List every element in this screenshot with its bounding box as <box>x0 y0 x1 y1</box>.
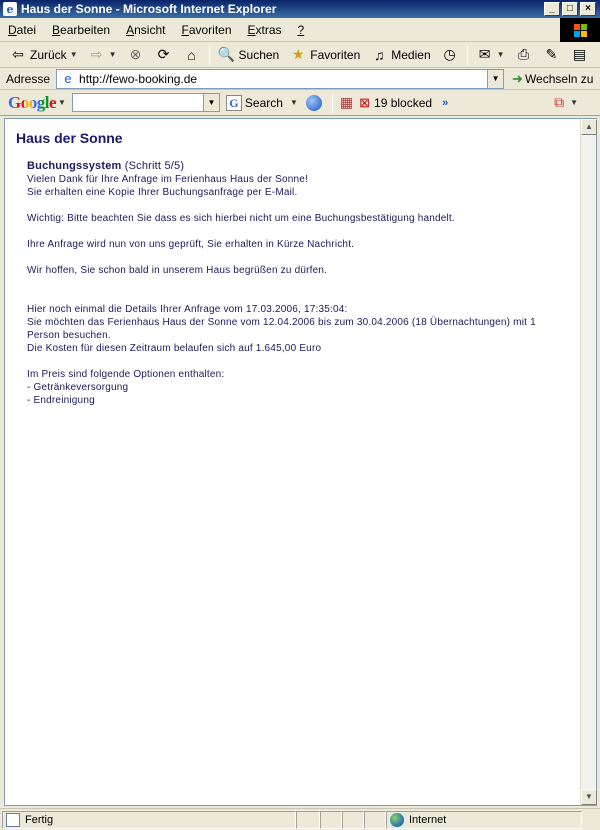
thanks-line: Vielen Dank für Ihre Anfrage im Ferienhaus Haus der Sonne! <box>27 174 309 185</box>
mail-icon: ✉ <box>478 46 491 62</box>
address-dropdown-button[interactable]: ▼ <box>487 70 503 88</box>
favorites-icon: ★ <box>291 46 305 62</box>
menu-bearbeiten[interactable]: Bearbeiten <box>52 22 111 37</box>
print-button[interactable] <box>510 44 538 66</box>
mail-button[interactable] <box>471 44 510 66</box>
google-search-button[interactable]: G Search ▼ <box>226 95 298 111</box>
edit-button[interactable] <box>538 44 566 66</box>
option-item: - Getränkeversorgung <box>27 382 129 393</box>
toolbar-separator <box>332 93 333 113</box>
google-g-icon: G <box>226 95 242 111</box>
section-heading: Buchungssystem (Schritt 5/5) <box>27 160 185 172</box>
autofill-icon[interactable]: ▦ <box>339 94 354 110</box>
review-text: Ihre Anfrage wird nun von uns geprüft, Sie erhalten in Kürze Nachricht. <box>27 239 355 250</box>
popup-blocked-icon: ⊠ <box>359 94 371 110</box>
pagerank-icon[interactable] <box>306 95 322 111</box>
history-icon: ◷ <box>443 46 456 62</box>
home-button[interactable] <box>178 44 206 66</box>
chevron-down-icon[interactable]: ▼ <box>58 98 66 107</box>
page-title: Haus der Sonne <box>16 130 123 146</box>
edit-icon: ✎ <box>545 46 558 62</box>
address-input[interactable] <box>56 69 504 89</box>
details-visit: Sie möchten das Ferienhaus Haus der Sonne vom 12.04.2006 bis zum 30.04.2006 (18 Übernachtungen) mit 1 Person besuchen. <box>27 317 536 341</box>
menu-ansicht[interactable]: Ansicht <box>126 22 166 37</box>
scroll-up-button[interactable]: ▲ <box>581 119 597 135</box>
google-logo[interactable]: Google <box>8 92 56 112</box>
option-item: - Endreinigung <box>27 395 95 406</box>
refresh-button[interactable] <box>150 44 178 66</box>
status-pane-empty <box>320 811 342 829</box>
vertical-scrollbar[interactable] <box>580 119 596 805</box>
chevron-down-icon: ▼ <box>496 50 505 59</box>
refresh-icon: ⟳ <box>157 46 170 62</box>
toolbar-separator <box>209 45 210 65</box>
status-pane-empty <box>296 811 320 829</box>
minimize-button[interactable]: _ <box>544 2 560 16</box>
scroll-down-button[interactable]: ▼ <box>581 789 597 805</box>
status-text-pane: Fertig <box>2 811 296 829</box>
standard-toolbar <box>0 42 600 68</box>
status-bar <box>0 808 600 830</box>
document-icon: ▤ <box>572 46 587 62</box>
welcome-text: Wir hoffen, Sie schon bald in unserem Haus begrüßen zu dürfen. <box>27 265 328 276</box>
more-chevron-icon[interactable]: » <box>442 96 449 109</box>
address-label: Adresse <box>6 71 51 86</box>
favorites-button[interactable]: ★ Favoriten <box>284 44 365 66</box>
forward-arrow-icon: ⇨ <box>90 46 103 62</box>
menu-extras[interactable]: Extras <box>247 22 282 37</box>
window-title: Haus der Sonne - Microsoft Internet Explorer <box>21 2 277 16</box>
title-bar <box>0 0 600 18</box>
maximize-button[interactable]: □ <box>562 2 578 16</box>
translate-icon[interactable]: ⧉ <box>554 94 565 110</box>
go-arrow-icon: ➜ <box>512 70 523 86</box>
home-icon: ⌂ <box>187 46 196 63</box>
discuss-button[interactable] <box>566 44 594 66</box>
booking-confirmation <box>16 160 571 407</box>
stop-icon: ⊗ <box>129 46 142 62</box>
back-arrow-icon: ⇦ <box>12 46 24 62</box>
search-icon: 🔍 <box>217 46 236 62</box>
google-search-value[interactable] <box>73 94 203 111</box>
printer-icon: ⎙ <box>517 46 530 62</box>
address-url[interactable]: http://fewo-booking.de <box>79 71 198 86</box>
chevron-down-icon: ▼ <box>69 50 78 59</box>
status-pane-empty <box>342 811 364 829</box>
menu-help[interactable]: ? <box>297 22 305 37</box>
notice-text: Wichtig: Bitte beachten Sie dass es sich hierbei nicht um eine Buchungsbestätigung handelt. <box>27 213 455 224</box>
google-search-dropdown[interactable]: ▼ <box>203 94 219 111</box>
menu-bar <box>0 18 600 42</box>
copy-line: Sie erhalten eine Kopie Ihrer Buchungsanfrage per E-Mail. <box>27 187 298 198</box>
history-button[interactable] <box>436 44 464 66</box>
windows-logo-icon <box>560 18 600 42</box>
google-search-input[interactable] <box>72 93 220 112</box>
back-button[interactable]: ⇦ Zurück ▼ <box>4 44 83 66</box>
media-button[interactable]: ♫ Medien <box>365 44 435 66</box>
ie-icon: e <box>3 2 17 16</box>
search-button[interactable]: 🔍 Suchen <box>217 46 280 62</box>
popup-blocker-button[interactable]: ⊠ 19 blocked <box>359 94 433 110</box>
page-status-icon <box>6 813 20 827</box>
status-pane-empty <box>364 811 386 829</box>
google-toolbar <box>0 90 600 116</box>
media-icon: ♫ <box>374 46 385 63</box>
close-button[interactable]: × <box>580 2 596 16</box>
page-icon: e <box>64 70 72 86</box>
chevron-down-icon: ▼ <box>289 98 298 107</box>
page-content <box>5 119 582 805</box>
details-intro: Hier noch einmal die Details Ihrer Anfrage vom 17.03.2006, 17:35:04: <box>27 304 348 315</box>
options-intro: Im Preis sind folgende Optionen enthalten: <box>27 369 225 380</box>
browser-viewport <box>4 118 597 806</box>
go-button[interactable]: ➜ Wechseln zu <box>512 70 594 86</box>
menu-favoriten[interactable]: Favoriten <box>181 22 232 37</box>
details-cost: Die Kosten für diesen Zeitraum belaufen sich auf 1.645,00 Euro <box>27 343 322 354</box>
menu-datei[interactable]: Datei <box>8 22 37 37</box>
toolbar-separator <box>467 45 468 65</box>
internet-globe-icon <box>390 813 404 827</box>
forward-button[interactable] <box>83 44 122 66</box>
stop-button[interactable] <box>122 44 150 66</box>
security-zone-pane: Internet <box>386 811 582 829</box>
address-bar <box>0 68 600 90</box>
chevron-down-icon: ▼ <box>108 50 117 59</box>
chevron-down-icon[interactable]: ▼ <box>570 98 578 107</box>
